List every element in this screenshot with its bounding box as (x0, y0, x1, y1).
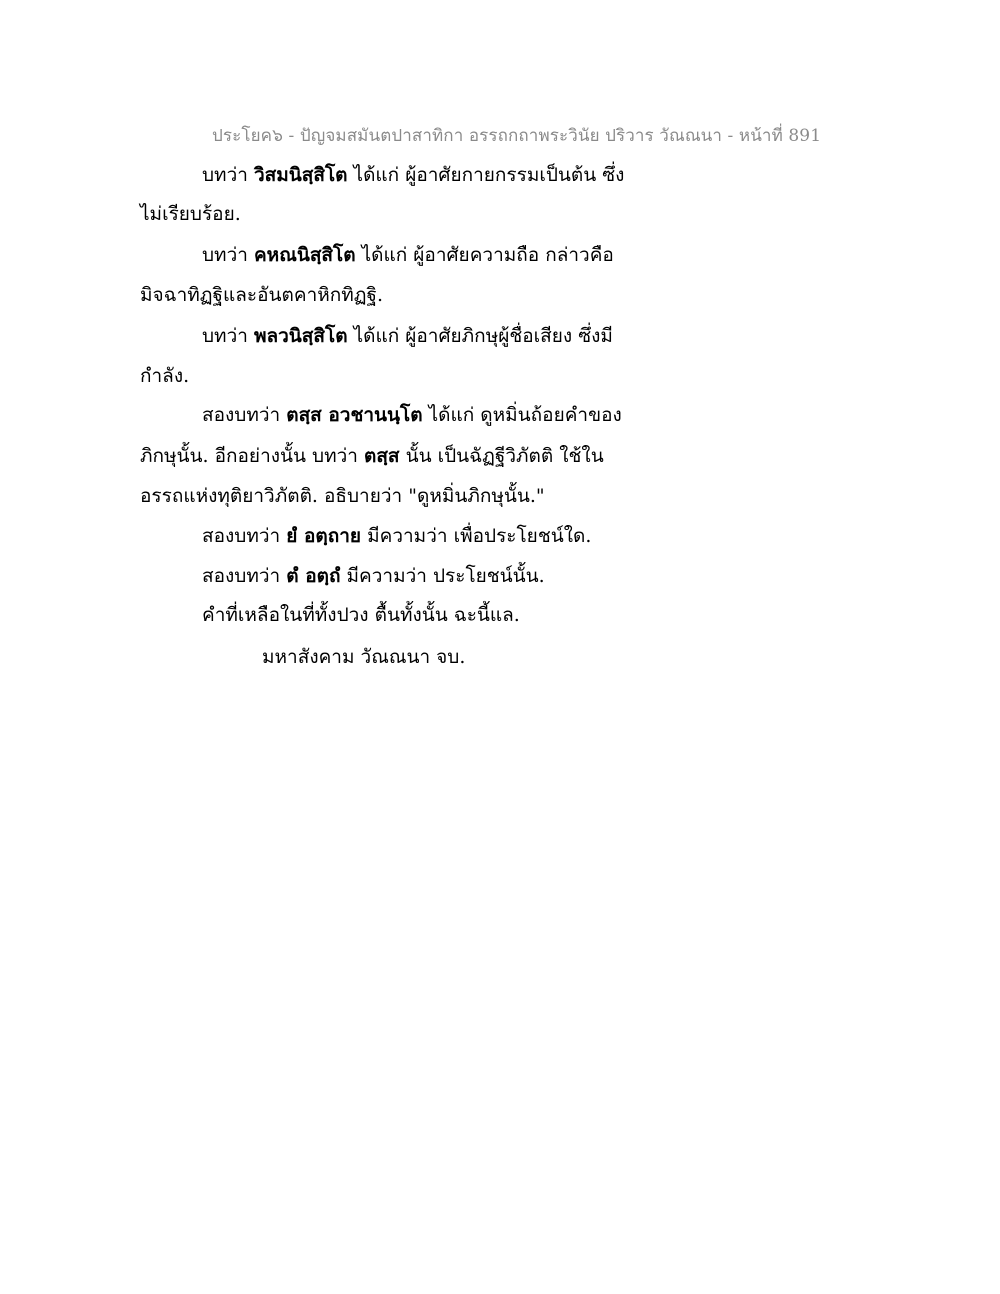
chapter-end-line (262, 648, 465, 667)
text-run: มีความว่า เพื่อประโยชน์ใด. (361, 525, 592, 547)
text-run: มิจฉาทิฏฐิและอันตคาหิกทิฏฐิ. (140, 284, 384, 306)
text-line (202, 327, 613, 346)
text-run: มหาสังคาม วัณณนา จบ. (262, 646, 466, 668)
text-run: ไม่เรียบร้อย. (140, 203, 241, 225)
pali-term: วิสมนิสฺสิโต (253, 164, 348, 186)
pali-term: พลวนิสฺสิโต (253, 325, 348, 347)
text-line (202, 606, 520, 625)
text-line (202, 567, 545, 586)
text-line (202, 246, 614, 265)
text-run: บทว่า (202, 164, 254, 186)
text-line (202, 527, 591, 546)
pali-term: ตสฺส (364, 445, 400, 467)
text-run: ได้แก่ ผู้อาศัยกายกรรมเป็นต้น ซึ่ง (347, 164, 625, 186)
text-run: ได้แก่ ดูหมิ่นถ้อยคำของ (422, 404, 622, 426)
text-run: ได้แก่ ผู้อาศัยความถือ กล่าวคือ (355, 244, 614, 266)
text-line (140, 367, 189, 386)
page-header: ประโยค๖ - ปัญจมสมันตปาสาทิกา อรรถกถาพระวินัย ปริวาร วัณณนา - หน้าที่ 891 (212, 126, 822, 146)
text-run: สองบทว่า (202, 565, 287, 587)
text-line (202, 406, 622, 425)
pali-term: ยํ อตฺถาย (286, 525, 362, 547)
pali-term: คหณนิสฺสิโต (253, 244, 356, 266)
text-run: ได้แก่ ผู้อาศัยภิกษุผู้ชื่อเสียง ซึ่งมี (347, 325, 613, 347)
text-line (140, 286, 383, 305)
text-run: สองบทว่า (202, 525, 287, 547)
text-run: สองบทว่า (202, 404, 287, 426)
text-run: นั้น เป็นฉัฏฐีวิภัตติ ใช้ใน (399, 445, 604, 467)
text-run: คำที่เหลือในที่ทั้งปวง ตื้นทั้งนั้น ฉะนี้แล. (202, 604, 520, 626)
pali-term: ตํ อตฺถํ (286, 565, 341, 587)
text-run: บทว่า (202, 325, 254, 347)
text-run: กำลัง. (140, 365, 190, 387)
text-line (140, 205, 241, 224)
text-run: ภิกษุนั้น. อีกอย่างนั้น บทว่า (140, 445, 364, 467)
text-line (140, 447, 604, 466)
pali-term: ตสฺส อวชานนฺโต (286, 404, 423, 426)
text-run: อรรถแห่งทุติยาวิภัตติ. อธิบายว่า "ดูหมิ่นภิกษุนั้น." (140, 485, 545, 507)
text-run: บทว่า (202, 244, 254, 266)
text-line (202, 166, 624, 185)
text-run: มีความว่า ประโยชน์นั้น. (340, 565, 545, 587)
text-line (140, 487, 545, 506)
